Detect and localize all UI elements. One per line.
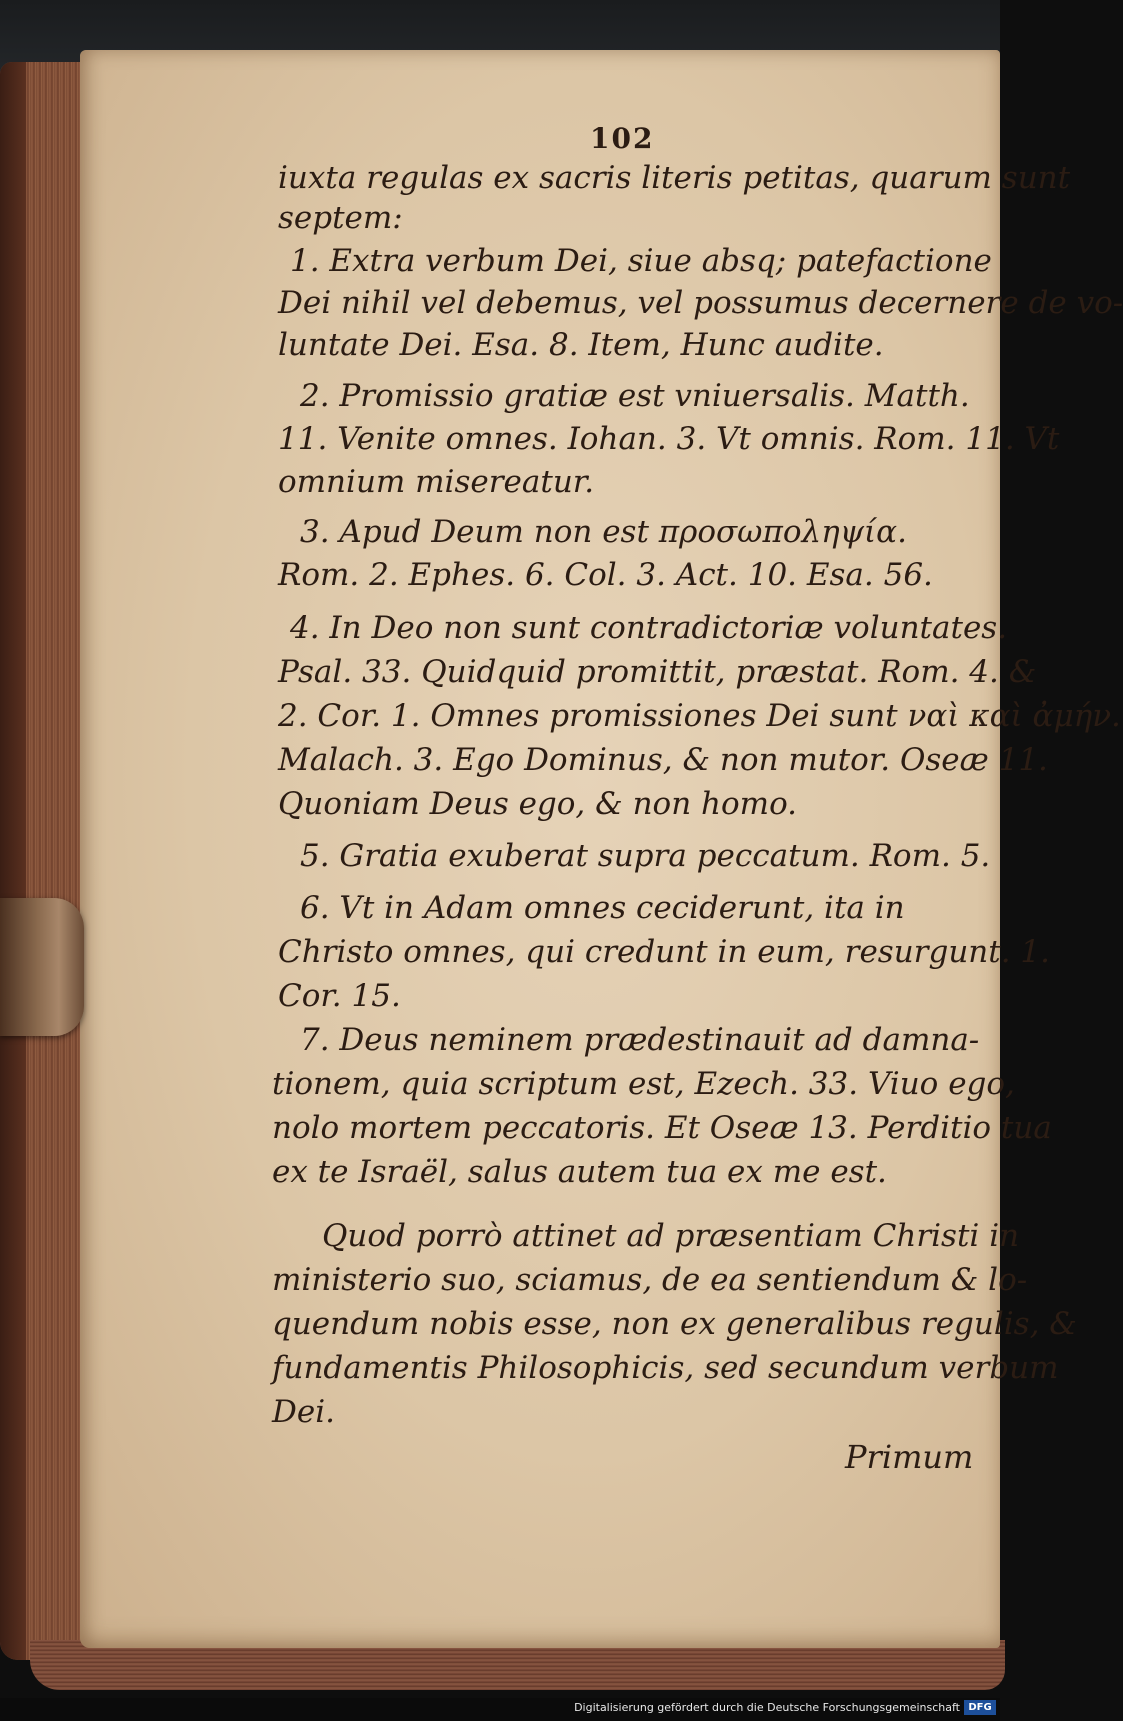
text-line: quendum nobis esse, non ex generalibus regulis, &: [272, 1306, 1077, 1342]
text-line: 11. Venite omnes. Iohan. 3. Vt omnis. Rom. 11. Vt: [278, 421, 1060, 457]
text-line: 7. Deus neminem prædestinauit ad damna-: [300, 1022, 980, 1058]
text-line: Rom. 2. Ephes. 6. Col. 3. Act. 10. Esa. 56.: [278, 557, 933, 593]
text-line: Christo omnes, qui credunt in eum, resurgunt. 1.: [278, 934, 1051, 970]
text-line: luntate Dei. Esa. 8. Item, Hunc audite.: [278, 327, 884, 363]
text-line: 1. Extra verbum Dei, siue absq; patefactione: [290, 243, 992, 279]
book-clasp: [0, 898, 84, 1036]
page-number: 102: [590, 122, 655, 155]
text-line: Dei nihil vel debemus, vel possumus decernere de vo-: [278, 285, 1123, 321]
book-spine-shadow: [0, 62, 26, 1660]
text-line: iuxta regulas ex sacris literis petitas, quarum sunt: [278, 160, 1071, 196]
text-line: omnium misereatur.: [278, 464, 595, 500]
text-line: 2. Promissio gratiæ est vniuersalis. Matth.: [300, 378, 970, 414]
text-line: Cor. 15.: [278, 978, 401, 1014]
text-line: tionem, quia scriptum est, Ezech. 33. Viuo ego,: [272, 1066, 1015, 1102]
text-line: fundamentis Philosophicis, sed secundum verbum: [272, 1350, 1059, 1386]
text-line: Quod porrò attinet ad præsentiam Christi in: [322, 1218, 1020, 1254]
text-line: 5. Gratia exuberat supra peccatum. Rom. 5.: [300, 838, 991, 874]
funding-credit: Digitalisierung gefördert durch die Deutsche Forschungsgemeinschaft: [574, 1701, 960, 1714]
text-line: Quoniam Deus ego, & non homo.: [278, 786, 798, 822]
text-line: Dei.: [272, 1394, 335, 1430]
text-line: Psal. 33. Quidquid promittit, præstat. Rom. 4. &: [278, 654, 1037, 690]
text-line: septem:: [278, 200, 403, 236]
text-line: ministerio suo, sciamus, de ea sentiendum & lo-: [272, 1262, 1028, 1298]
text-line: Malach. 3. Ego Dominus, & non mutor. Oseæ 11.: [278, 742, 1048, 778]
text-line: 3. Apud Deum non est προσωποληψία.: [300, 514, 907, 550]
text-line: nolo mortem peccatoris. Et Oseæ 13. Perditio tua: [272, 1110, 1052, 1146]
text-line: 4. In Deo non sunt contradictoriæ voluntates.: [290, 610, 1008, 646]
text-line: ex te Israël, salus autem tua ex me est.: [272, 1154, 887, 1190]
text-line: 6. Vt in Adam omnes ceciderunt, ita in: [300, 890, 905, 926]
text-line: 2. Cor. 1. Omnes promissiones Dei sunt ναὶ καὶ ἀμήν.: [278, 698, 1121, 734]
catchword: Primum: [845, 1438, 974, 1476]
dfg-logo: DFG: [964, 1700, 996, 1715]
